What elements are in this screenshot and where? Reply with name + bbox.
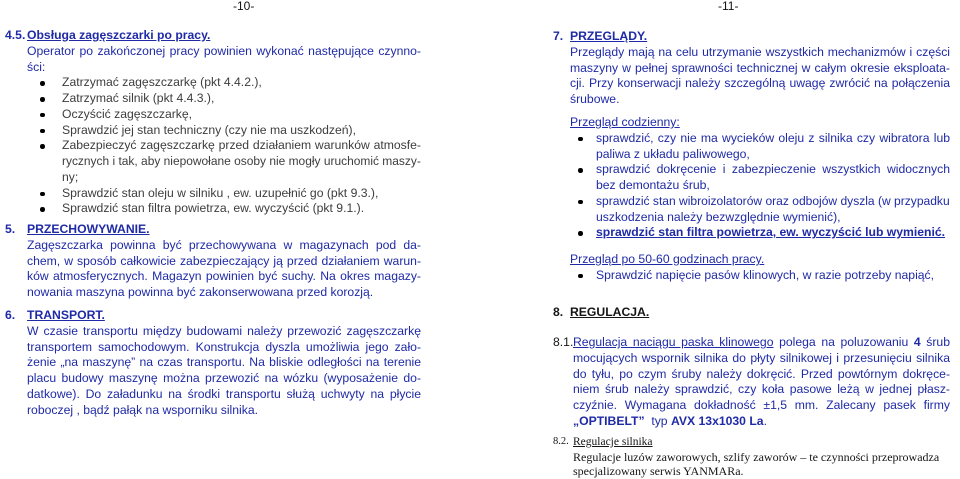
text-run: polega na poluzowaniu	[773, 335, 914, 349]
bullet-list	[570, 268, 950, 284]
list-item	[62, 123, 421, 139]
list-item	[62, 91, 421, 107]
section-6	[5, 308, 421, 418]
paragraph-line: do tyłu, po czym śruby należy dokręcić. Przed powtórnym dokręce-	[573, 366, 950, 381]
bullet-list	[27, 75, 421, 217]
list-item-line: uszkodzenia należy bezwzględnie wymienić),	[596, 209, 841, 224]
paragraph-line: datkowe). Do załadunku na środki transportu służą uchwyty na płycie	[27, 386, 421, 401]
section-heading	[5, 28, 421, 44]
bullet-icon	[40, 97, 45, 102]
list-item-line	[596, 225, 950, 241]
bullet-icon	[40, 144, 45, 149]
daily-inspection	[570, 115, 950, 241]
paragraph-line: mocujących wspornik silnika do płyty silnikowej i przesunięciu silnika	[573, 350, 950, 365]
text-run: typ	[644, 413, 671, 428]
page-number: -10-	[233, 0, 255, 13]
section-number: 7.	[553, 29, 564, 43]
section-number: 8.1.	[553, 335, 574, 349]
inspection-50-60-hours	[570, 252, 950, 284]
section-number: 5.	[5, 222, 16, 236]
bullet-icon	[578, 168, 583, 173]
list-item-line: Sprawdzić jej stan techniczny (czy nie ma uszkodzeń),	[62, 122, 356, 137]
paragraph-line: maszyny w pełnej sprawności technicznej w całym okresie eksploata-	[570, 60, 950, 75]
list-item-line: Zabezpieczyć zagęszczarkę przed działaniem warunków atmosfe-	[62, 138, 421, 153]
list-item-text: sprawdzić stan filtra powietrza, ew. wyczyścić lub wymienić.	[596, 225, 946, 240]
section-5	[5, 222, 421, 301]
list-item-line: Zatrzymać silnik (pkt 4.4.3.),	[62, 91, 215, 105]
section-title: Obsługa zagęszczarki po pracy.	[27, 28, 211, 42]
text-run: .	[763, 413, 767, 428]
paragraph-line: W czasie transportu między budowami należy przewozić zagęszczarkę	[27, 323, 421, 338]
list-item	[62, 75, 421, 91]
belt-brand: „OPTIBELT”	[573, 413, 645, 428]
paragraph-line: Przeglądy mają na celu utrzymanie wszystkich mechanizmów i części	[570, 44, 950, 59]
paragraph-line: śrubowe.	[570, 92, 620, 106]
paragraph-line: nowania maszyna powinna być zakonserwowana przed korozją.	[27, 285, 374, 299]
list-item-line: paliwa z układu paliwowego,	[596, 146, 750, 161]
list-item-line: Zatrzymać zagęszczarkę (pkt 4.4.2.),	[62, 75, 262, 90]
list-item-line: Sprawdzić stan filtra powietrza, ew. wyczyścić (pkt 9.1.).	[62, 201, 365, 216]
section-7	[553, 29, 950, 108]
paragraph-line: roboczej , bądź pałąk na wsporniku silnika.	[27, 402, 259, 417]
bolt-count: 4	[913, 335, 921, 349]
section-heading	[553, 435, 952, 450]
section-title: REGULACJA.	[570, 305, 650, 319]
list-item-line: bez demontażu śrub,	[596, 178, 710, 192]
list-item-line: rycznych i tak, aby niepowołane osoby nie mogły uruchomić maszy-	[62, 154, 421, 168]
subsection-title-text: Przegląd codzienny:	[570, 115, 680, 129]
right-page	[480, 0, 960, 479]
bullet-list	[570, 131, 950, 241]
bullet-icon	[40, 81, 45, 86]
list-item-line: Sprawdzić stan oleju w silniku , ew. uzupełnić go (pkt 9.3.),	[62, 185, 379, 200]
section-title: TRANSPORT.	[27, 308, 105, 322]
paragraph-line: ści:	[27, 59, 46, 74]
paragraph-line	[553, 335, 950, 351]
section-4-5	[5, 28, 421, 217]
list-item	[62, 201, 421, 217]
paragraph-line: cji. Przy konserwacji należy szczególną uwagę zwrócić na połączenia	[570, 76, 950, 91]
paragraph-line	[573, 414, 950, 430]
section-number: 8.	[553, 305, 564, 319]
list-item-line: sprawdzić, czy nie ma wycieków oleju z silnika czy wibratora lub	[596, 130, 950, 145]
paragraph-line: Operator po zakończonej pracy powinien wykonać następujące czynno-	[27, 43, 421, 58]
paragraph-line: ków atmosferycznych. Magazyn powinien być suchy. Na okres magazy-	[27, 269, 421, 284]
section-number: 4.5.	[5, 28, 26, 42]
list-item	[596, 194, 950, 226]
bullet-icon	[40, 113, 45, 118]
paragraph-line: specjalizowany serwis YANMARa.	[573, 464, 744, 478]
bullet-icon	[40, 207, 45, 212]
section-number: 6.	[5, 308, 16, 322]
list-item-line: Oczyścić zagęszczarkę,	[62, 106, 193, 121]
section-title: Regulacja naciągu paska klinowego	[573, 335, 774, 349]
list-item-line: sprawdzić stan wibroizolatorów oraz odbojów dyszla (w przypadku	[596, 193, 950, 208]
list-item	[596, 268, 950, 284]
bullet-icon	[578, 137, 583, 142]
section-heading	[553, 305, 950, 321]
bullet-icon	[40, 129, 45, 134]
bullet-icon	[578, 274, 583, 279]
section-heading	[553, 29, 950, 45]
section-title: PRZECHOWYWANIE.	[27, 222, 150, 236]
list-item	[596, 225, 950, 241]
list-item	[596, 162, 950, 194]
section-title: PRZEGLĄDY.	[570, 29, 648, 43]
paragraph-line: transportem samochodowym. Konstrukcja dyszla umożliwia jego zało-	[27, 339, 421, 354]
subsection-title-text: Przegląd po 50-60 godzinach pracy.	[570, 252, 765, 266]
paragraph-line: Regulacje luzów zaworowych, szlify zaworów – te czynności przeprowadza	[573, 449, 940, 464]
list-item	[62, 138, 421, 185]
paragraph-line: chem, w sposób całkowicie zabezpieczający ją przed działaniem warun-	[27, 253, 421, 268]
belt-model: AVX 13x1030 La	[670, 413, 764, 428]
section-number: 8.2.	[553, 436, 569, 447]
text-run: śrub	[920, 335, 950, 349]
list-item	[62, 107, 421, 123]
subsection-title	[570, 115, 950, 131]
section-heading	[5, 308, 421, 324]
bullet-icon	[578, 231, 583, 236]
paragraph-line: czyźnie. Wymagana dokładność ±1,5 mm. Zalecany pasek firmy	[573, 398, 950, 412]
section-8	[553, 305, 950, 321]
paragraph-line: niem śrub należy sprawdzić, czy koła pasowe leżą w jednej płasz-	[573, 382, 950, 397]
paragraph-line: Zagęszczarka powinna być przechowywana w magazynach pod da-	[27, 237, 421, 252]
bullet-icon	[578, 200, 583, 205]
list-item	[596, 131, 950, 163]
page-number: -11-	[718, 0, 739, 13]
paragraph-line: placu budowy maszynę można przewozić na wózku (wyposażenie do-	[27, 371, 421, 385]
list-item-line: Sprawdzić napięcie pasów klinowych, w razie potrzeby napiąć,	[596, 267, 935, 282]
section-heading	[5, 222, 421, 238]
section-8-2	[553, 435, 952, 479]
paragraph-line: żenie „na maszynę” na czas transportu. Na bliskie odległości na terenie	[27, 355, 421, 370]
list-item-line: sprawdzić dokręcenie i zabezpieczenie wszystkich widocznych	[596, 162, 950, 177]
subsection-title	[570, 252, 950, 268]
list-item-line: ny;	[62, 169, 79, 184]
section-title: Regulacje silnika	[573, 436, 653, 448]
bullet-icon	[40, 192, 45, 197]
list-item	[62, 186, 421, 202]
section-8-1	[553, 335, 950, 430]
